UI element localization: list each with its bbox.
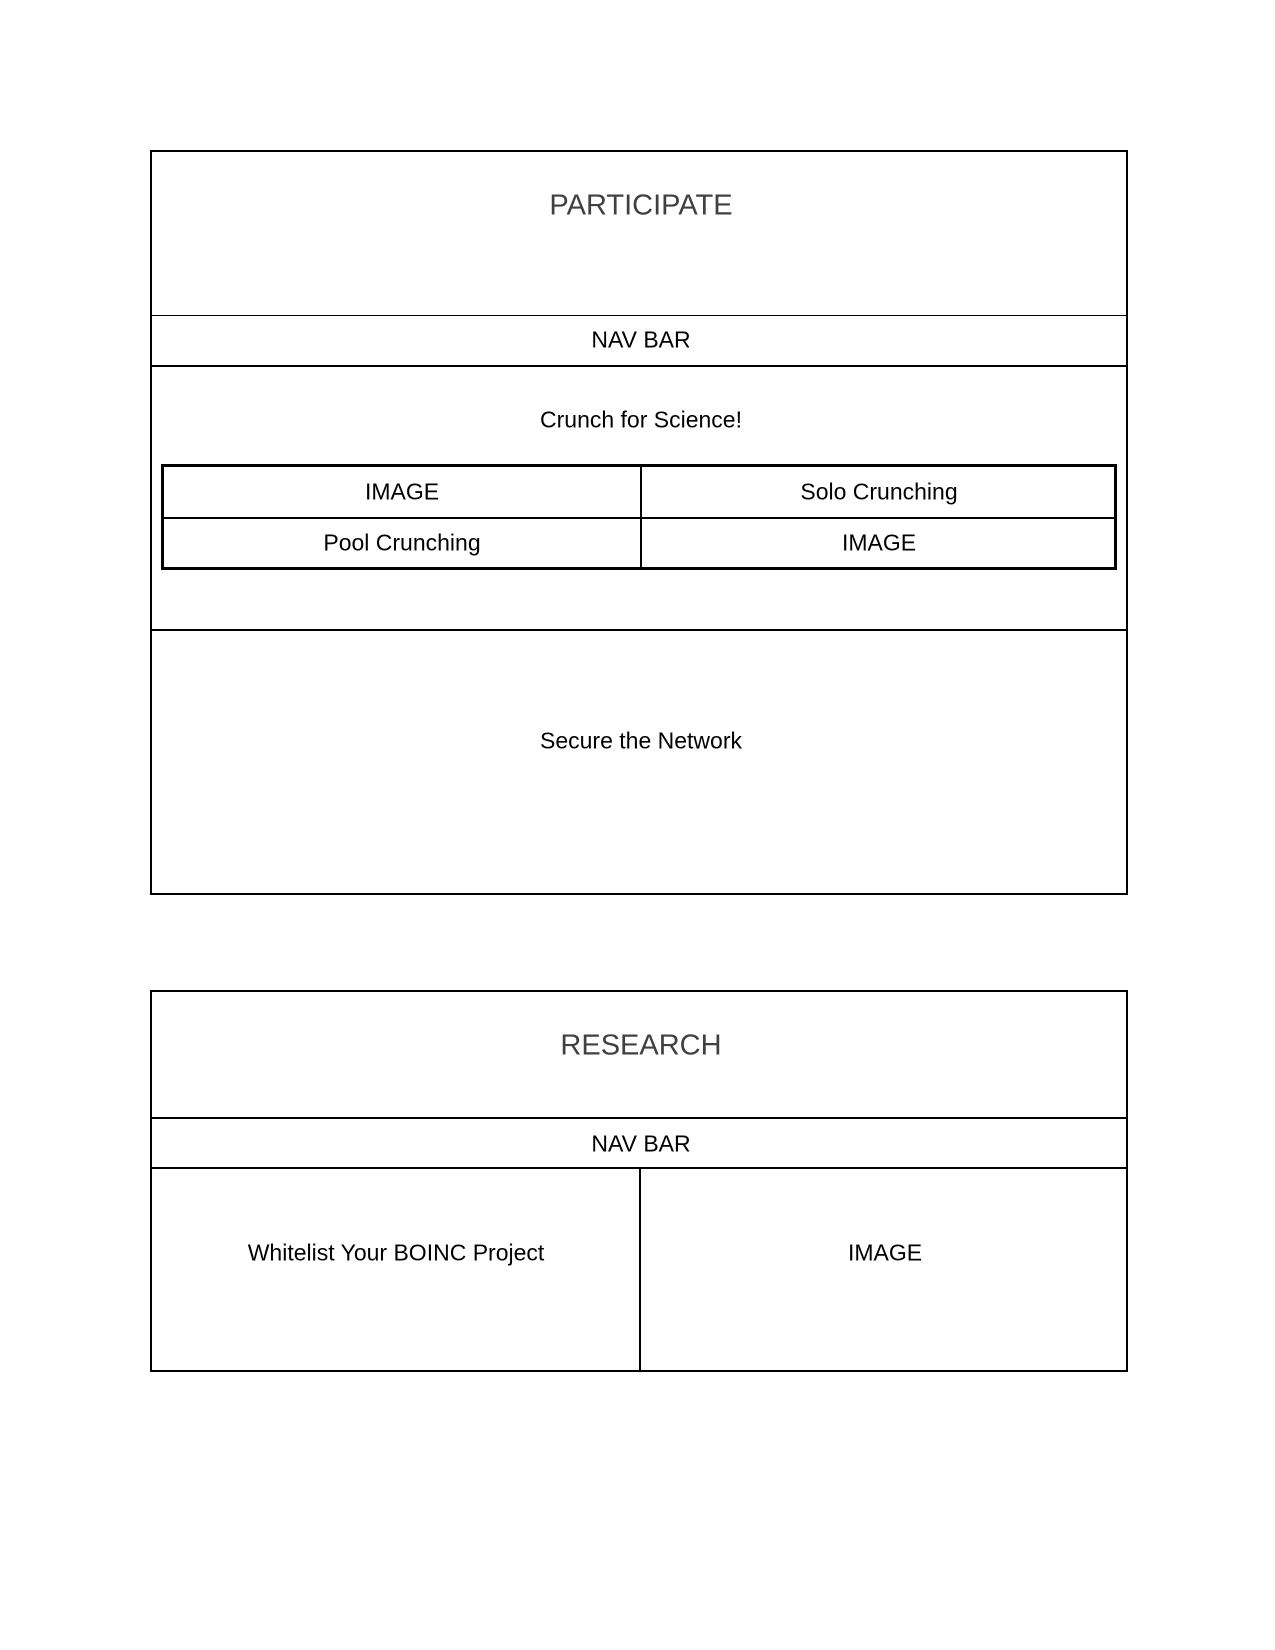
pool-crunching-link[interactable]: Pool Crunching: [323, 529, 481, 556]
header-divider: [152, 315, 1126, 316]
image-placeholder: IMAGE: [364, 478, 440, 505]
participate-page-wireframe: [150, 150, 1128, 895]
solo-crunching-link[interactable]: Solo Crunching: [800, 478, 958, 505]
grid-horizontal-divider: [164, 517, 1114, 519]
image-placeholder: IMAGE: [841, 529, 917, 556]
research-nav-bar[interactable]: NAV BAR: [591, 1130, 691, 1157]
nav-divider: [152, 365, 1126, 367]
research-title: RESEARCH: [560, 1029, 722, 1062]
column-divider: [639, 1168, 641, 1370]
whitelist-boinc-project-link[interactable]: Whitelist Your BOINC Project: [247, 1239, 545, 1266]
research-page-wireframe: [150, 990, 1128, 1372]
participate-nav-bar[interactable]: NAV BAR: [591, 326, 691, 353]
image-placeholder: IMAGE: [847, 1239, 923, 1266]
section-divider: [152, 629, 1126, 631]
crunch-heading: Crunch for Science!: [540, 406, 742, 433]
header-divider: [152, 1117, 1126, 1119]
participate-title: PARTICIPATE: [549, 189, 733, 222]
crunching-options-grid: [161, 464, 1117, 570]
secure-network-section: Secure the Network: [540, 727, 742, 754]
